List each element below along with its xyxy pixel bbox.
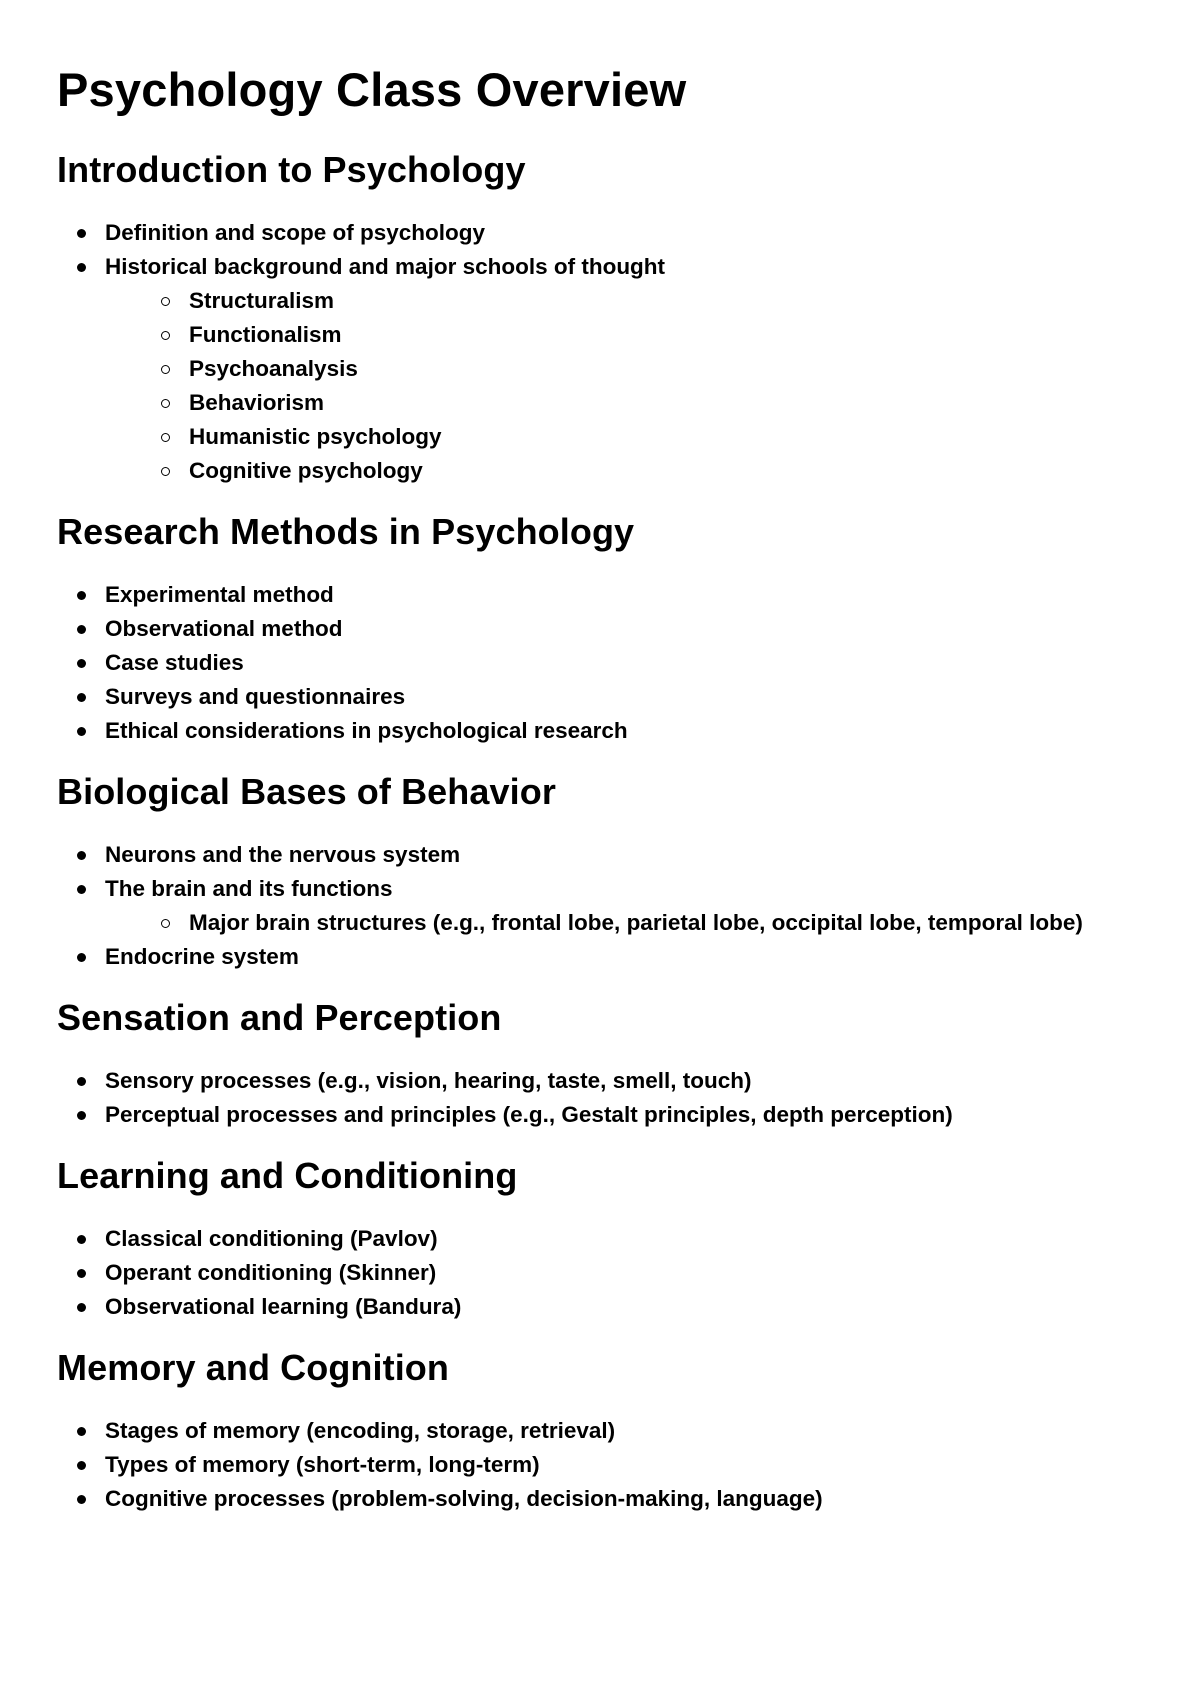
page-title: Psychology Class Overview [57,63,687,116]
list-item: Case studies [57,646,1160,680]
section-heading: Memory and Cognition [57,1347,449,1388]
sub-list-item: Humanistic psychology [105,420,1160,454]
bullet-list [57,1222,1160,1324]
list-item: Cognitive processes (problem-solving, decision-making, language) [57,1482,1160,1516]
list-item: Endocrine system [57,940,1160,974]
section-introduction [57,146,1160,488]
section-sensation-perception [57,994,1160,1132]
list-item: Observational method [57,612,1160,646]
list-item: Ethical considerations in psychological research [57,714,1160,748]
list-item: Perceptual processes and principles (e.g., Gestalt principles, depth perception) [57,1098,1160,1132]
list-item: Operant conditioning (Skinner) [57,1256,1160,1290]
section-heading: Research Methods in Psychology [57,511,635,552]
sub-list-item: Cognitive psychology [105,454,1160,488]
sub-list-item: Major brain structures (e.g., frontal lobe, parietal lobe, occipital lobe, temporal lobe) [105,906,1160,940]
list-item-text: Historical background and major schools of thought [105,254,666,279]
list-item [57,250,1160,488]
bullet-list [57,1064,1160,1132]
section-heading: Biological Bases of Behavior [57,771,556,812]
list-item: Stages of memory (encoding, storage, retrieval) [57,1414,1160,1448]
list-item: Sensory processes (e.g., vision, hearing, taste, smell, touch) [57,1064,1160,1098]
section-heading: Learning and Conditioning [57,1155,518,1196]
list-item: Classical conditioning (Pavlov) [57,1222,1160,1256]
bullet-list [57,578,1160,748]
list-item [57,872,1160,940]
bullet-list [57,216,1160,488]
section-research-methods [57,508,1160,748]
sub-list [105,284,1160,488]
sub-list-item: Behaviorism [105,386,1160,420]
section-learning-conditioning [57,1152,1160,1324]
list-item-text: The brain and its functions [105,876,393,901]
list-item: Types of memory (short-term, long-term) [57,1448,1160,1482]
section-heading: Sensation and Perception [57,997,502,1038]
section-heading: Introduction to Psychology [57,149,526,190]
list-item: Observational learning (Bandura) [57,1290,1160,1324]
list-item: Experimental method [57,578,1160,612]
section-memory-cognition [57,1344,1160,1516]
list-item: Definition and scope of psychology [57,216,1160,250]
list-item: Neurons and the nervous system [57,838,1160,872]
sub-list [105,906,1160,940]
sub-list-item: Psychoanalysis [105,352,1160,386]
list-item: Surveys and questionnaires [57,680,1160,714]
sub-list-item: Structuralism [105,284,1160,318]
sub-list-item: Functionalism [105,318,1160,352]
bullet-list [57,1414,1160,1516]
bullet-list [57,838,1160,974]
section-biological-bases [57,768,1160,974]
